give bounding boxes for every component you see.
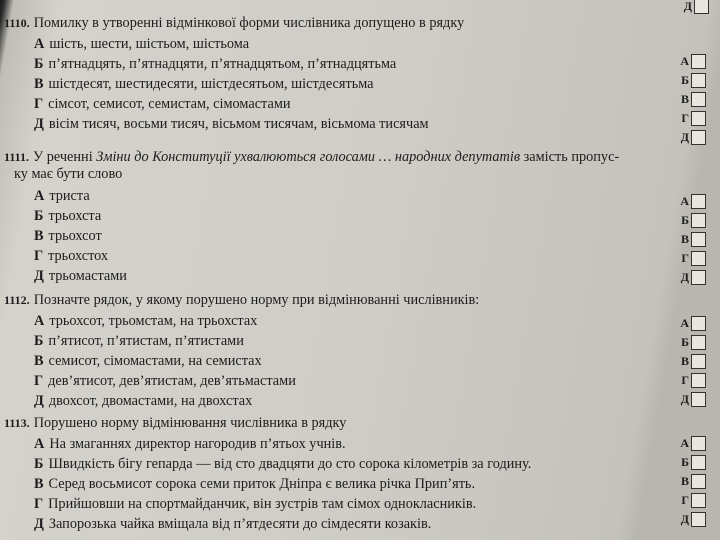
answer-letter: Д bbox=[683, 0, 692, 13]
answer-box-g[interactable]: Г bbox=[666, 491, 706, 509]
option-d: Д трьомастами bbox=[34, 268, 127, 284]
checkbox[interactable] bbox=[694, 0, 709, 14]
question-1113 bbox=[4, 414, 704, 534]
question-text: 1110. Помилку в утворенні відмінкової форми числівника допущено в рядку bbox=[4, 15, 465, 31]
option-b: Б трьохста bbox=[34, 208, 102, 224]
option-v: В семисот, сімомастами, на семистах bbox=[34, 353, 262, 369]
option-a: А шість, шести, шістьом, шістьома bbox=[34, 36, 250, 52]
question-text-continued: ку має бути слово bbox=[14, 166, 123, 182]
option-v: В Серед восьмисот сорока семи приток Дніпра є велика річка Прип’ять. bbox=[34, 476, 476, 492]
answer-boxes-1113 bbox=[666, 434, 706, 529]
question-number: 1113. bbox=[4, 416, 30, 430]
question-text: 1112. Позначте рядок, у якому порушено норму при відмінюванні числівників: bbox=[4, 292, 480, 308]
answer-box-v[interactable]: В bbox=[666, 472, 706, 490]
option-v: В трьохсот bbox=[34, 228, 102, 244]
answer-box-d[interactable]: Д bbox=[666, 128, 706, 146]
answer-box-v[interactable]: В bbox=[666, 90, 706, 108]
question-number: 1110. bbox=[4, 16, 30, 30]
option-g: Г сімсот, семисот, семистам, сімомастами bbox=[34, 96, 291, 112]
option-g: Г Прийшовши на спортмайданчик, він зустрів там сімох однокласників. bbox=[34, 496, 477, 512]
answer-box-a[interactable]: А bbox=[666, 314, 706, 332]
option-g: Г дев’ятисот, дев’ятистам, дев’ятьмастами bbox=[34, 373, 296, 389]
option-d: Д Запорозька чайка вміщала від п’ятдесяти до сімдесяти козаків. bbox=[34, 516, 432, 532]
answer-box-d[interactable]: Д bbox=[666, 510, 706, 528]
answer-box-g[interactable]: Г bbox=[666, 371, 706, 389]
answer-boxes-1111 bbox=[666, 192, 706, 287]
option-a: А трьохсот, трьомстам, на трьохстах bbox=[34, 313, 258, 329]
answer-box-d[interactable]: Д bbox=[666, 390, 706, 408]
answer-box-b[interactable]: Б bbox=[666, 71, 706, 89]
answer-box-g[interactable]: Г bbox=[666, 249, 706, 267]
answer-box-b[interactable]: Б bbox=[666, 211, 706, 229]
option-v: В шістдесят, шестидесяти, шістдесятьом, шістдесятьма bbox=[34, 76, 374, 92]
question-text: 1113. Порушено норму відмінювання числівника в рядку bbox=[4, 415, 347, 431]
question-text: 1111. У реченні Зміни до Конституції ухвалюються голосами … народних депутатів замість пропус- bbox=[4, 149, 620, 165]
answer-box-a[interactable]: А bbox=[666, 52, 706, 70]
answer-box-v[interactable]: В bbox=[666, 230, 706, 248]
answer-boxes-1112 bbox=[666, 314, 706, 409]
question-1111 bbox=[4, 148, 704, 286]
option-b: Б п’ятнадцять, п’ятнадцяти, п’ятнадцятьом, п’ятнадцятьма bbox=[34, 56, 397, 72]
option-b: Б п’ятисот, п’ятистам, п’ятистами bbox=[34, 333, 244, 349]
question-number: 1112. bbox=[4, 293, 30, 307]
answer-box-a[interactable]: А bbox=[666, 192, 706, 210]
option-b: Б Швидкість бігу гепарда — від сто двадцяти до сто сорока кілометрів за годину. bbox=[34, 456, 532, 472]
option-d: Д двохсот, двомастами, на двохстах bbox=[34, 393, 253, 409]
option-g: Г трьохстох bbox=[34, 248, 109, 264]
answer-box-g[interactable]: Г bbox=[666, 109, 706, 127]
answer-box-prev-d[interactable] bbox=[675, 0, 709, 12]
option-d: Д вісім тисяч, восьми тисяч, вісьмом тисячам, вісьмома тисячам bbox=[34, 116, 429, 132]
answer-box-d[interactable]: Д bbox=[666, 268, 706, 286]
question-1110 bbox=[4, 14, 704, 134]
option-a: А триста bbox=[34, 188, 90, 204]
answer-box-a[interactable]: А bbox=[666, 434, 706, 452]
option-a: А На змаганнях директор нагородив п’ятьох учнів. bbox=[34, 436, 346, 452]
answer-box-b[interactable]: Б bbox=[666, 333, 706, 351]
answer-boxes-1110 bbox=[666, 52, 706, 147]
question-1112 bbox=[4, 291, 704, 411]
answer-box-b[interactable]: Б bbox=[666, 453, 706, 471]
answer-box-v[interactable]: В bbox=[666, 352, 706, 370]
question-number: 1111. bbox=[4, 150, 30, 164]
